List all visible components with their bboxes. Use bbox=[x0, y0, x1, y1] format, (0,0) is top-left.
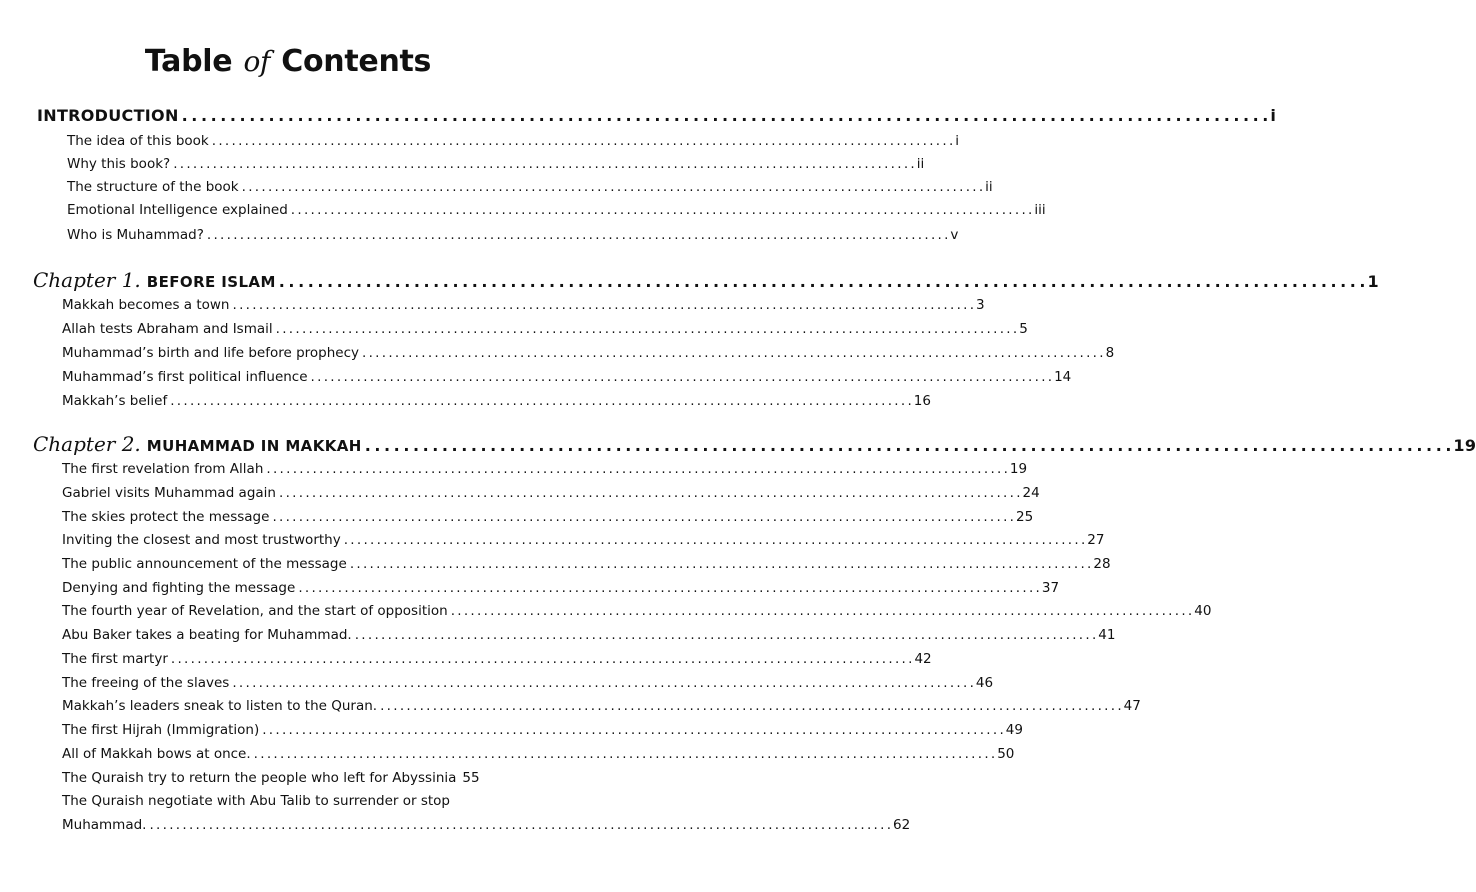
entry-label: Abu Baker takes a beating for Muhammad. bbox=[62, 627, 352, 643]
dot-leader bbox=[272, 509, 1013, 525]
toc-subentry[interactable] bbox=[67, 179, 993, 195]
toc-subentry[interactable] bbox=[62, 509, 1034, 525]
chapter-title: MUHAMMAD IN MAKKAH bbox=[146, 437, 362, 455]
toc-entry-introduction[interactable] bbox=[37, 106, 1277, 125]
toc-subentry[interactable] bbox=[62, 580, 1060, 596]
chapter-word: Chapter 1. bbox=[33, 268, 141, 292]
toc-subentry[interactable] bbox=[62, 603, 1212, 619]
dot-leader bbox=[182, 106, 1268, 125]
entry-label: Who is Muhammad? bbox=[67, 227, 204, 243]
dot-leader bbox=[254, 746, 995, 762]
entry-page: 42 bbox=[914, 651, 932, 667]
entry-label: Emotional Intelligence explained bbox=[67, 202, 288, 218]
toc-subentry[interactable] bbox=[67, 156, 925, 172]
toc-subentry[interactable] bbox=[62, 627, 1116, 643]
toc-subentry[interactable] bbox=[62, 532, 1105, 548]
toc-subentry[interactable] bbox=[62, 556, 1111, 572]
entry-label: The idea of this book bbox=[67, 133, 209, 149]
entry-label: The first revelation from Allah bbox=[62, 461, 264, 477]
entry-page: 46 bbox=[975, 675, 994, 691]
entry-label: The Quraish try to return the people who left for Abyssinia bbox=[62, 770, 457, 786]
entry-label: The structure of the book bbox=[67, 179, 239, 195]
dot-leader bbox=[233, 297, 974, 313]
entry-label: Denying and fighting the message bbox=[62, 580, 296, 596]
toc-subentry-line1[interactable]: The Quraish negotiate with Abu Talib to surrender or stop bbox=[62, 793, 450, 809]
dot-leader bbox=[232, 675, 973, 691]
toc-subentry[interactable] bbox=[62, 675, 994, 691]
entry-label bbox=[33, 268, 276, 292]
entry-label: The skies protect the message bbox=[62, 509, 270, 525]
entry-page: 40 bbox=[1194, 603, 1212, 619]
dot-leader bbox=[170, 393, 911, 409]
toc-subentry[interactable] bbox=[62, 651, 932, 667]
entry-page: iii bbox=[1034, 202, 1046, 218]
toc-entry-chapter-1[interactable] bbox=[33, 268, 1379, 292]
title-contents: Contents bbox=[281, 44, 432, 79]
entry-page: i bbox=[1270, 106, 1277, 125]
toc-subentry[interactable] bbox=[67, 227, 959, 243]
entry-label: Gabriel visits Muhammad again bbox=[62, 485, 276, 501]
toc-subentry[interactable] bbox=[62, 297, 985, 313]
entry-label: All of Makkah bows at once. bbox=[62, 746, 251, 762]
entry-page: 55 bbox=[462, 770, 480, 786]
dot-leader bbox=[350, 556, 1091, 572]
toc-subentry[interactable] bbox=[62, 345, 1115, 361]
entry-page: 37 bbox=[1041, 580, 1060, 596]
entry-page: 19 bbox=[1009, 461, 1028, 477]
toc-subentry[interactable] bbox=[62, 817, 911, 833]
toc-subentry[interactable] bbox=[62, 770, 480, 786]
page-title bbox=[0, 44, 576, 79]
entry-label: The public announcement of the message bbox=[62, 556, 347, 572]
entry-label: Muhammad’s first political influence bbox=[62, 369, 308, 385]
entry-label: The fourth year of Revelation, and the start of opposition bbox=[62, 603, 448, 619]
entry-page: i bbox=[955, 133, 960, 149]
dot-leader bbox=[266, 461, 1007, 477]
entry-label: Inviting the closest and most trustworthy bbox=[62, 532, 341, 548]
toc-subentry[interactable] bbox=[62, 393, 931, 409]
dot-leader bbox=[171, 651, 912, 667]
dot-leader bbox=[298, 580, 1039, 596]
title-table: Table bbox=[144, 44, 233, 79]
entry-label: Muhammad’s birth and life before prophecy bbox=[62, 345, 360, 361]
entry-page: 3 bbox=[976, 297, 985, 313]
entry-label: Muhammad. bbox=[62, 817, 147, 833]
entry-label: The freeing of the slaves bbox=[62, 675, 230, 691]
dot-leader bbox=[212, 133, 953, 149]
chapter-title: BEFORE ISLAM bbox=[146, 273, 276, 291]
entry-page: 62 bbox=[893, 817, 911, 833]
entry-page: 16 bbox=[913, 393, 931, 409]
entry-page: v bbox=[950, 227, 959, 243]
dot-leader bbox=[242, 179, 983, 195]
toc-subentry[interactable] bbox=[62, 369, 1072, 385]
dot-leader bbox=[355, 627, 1096, 643]
dot-leader bbox=[291, 202, 1032, 218]
entry-page: 8 bbox=[1105, 345, 1115, 361]
dot-leader bbox=[173, 156, 914, 172]
entry-page: ii bbox=[916, 156, 925, 172]
dot-leader bbox=[311, 369, 1052, 385]
entry-label: Makkah’s belief bbox=[62, 393, 168, 409]
toc-subentry[interactable] bbox=[62, 722, 1023, 738]
chapter-word: Chapter 2. bbox=[33, 432, 141, 456]
dot-leader bbox=[380, 698, 1121, 714]
dot-leader bbox=[365, 436, 1451, 455]
toc-subentry[interactable] bbox=[67, 202, 1046, 218]
toc-subentry[interactable] bbox=[62, 485, 1040, 501]
toc-subentry[interactable] bbox=[62, 698, 1141, 714]
entry-page: 24 bbox=[1022, 485, 1040, 501]
entry-page: 50 bbox=[997, 746, 1015, 762]
entry-page: 5 bbox=[1019, 321, 1028, 337]
entry-page: ii bbox=[985, 179, 993, 195]
dot-leader bbox=[451, 603, 1192, 619]
entry-label bbox=[33, 432, 362, 456]
toc-entry-chapter-2[interactable] bbox=[33, 432, 1476, 456]
entry-label: Allah tests Abraham and Ismail bbox=[62, 321, 273, 337]
entry-label: The first Hijrah (Immigration) bbox=[62, 722, 260, 738]
entry-page: 41 bbox=[1098, 627, 1116, 643]
entry-label: The first martyr bbox=[62, 651, 168, 667]
entry-page: 19 bbox=[1453, 436, 1476, 455]
dot-leader bbox=[344, 532, 1085, 548]
dot-leader bbox=[149, 817, 890, 833]
entry-page: 49 bbox=[1005, 722, 1023, 738]
dot-leader bbox=[279, 485, 1020, 501]
toc-subentry[interactable] bbox=[67, 133, 960, 149]
dot-leader bbox=[276, 321, 1017, 337]
entry-label: Why this book? bbox=[67, 156, 171, 172]
dot-leader bbox=[279, 272, 1365, 291]
toc-subentry[interactable] bbox=[62, 461, 1028, 477]
dot-leader bbox=[362, 345, 1103, 361]
entry-page: 27 bbox=[1087, 532, 1105, 548]
entry-page: 1 bbox=[1367, 272, 1379, 291]
entry-page: 47 bbox=[1123, 698, 1141, 714]
entry-label: INTRODUCTION bbox=[37, 106, 179, 125]
entry-page: 28 bbox=[1093, 556, 1111, 572]
entry-label: Makkah becomes a town bbox=[62, 297, 230, 313]
dot-leader bbox=[207, 227, 948, 243]
title-of: of bbox=[243, 45, 271, 78]
entry-page: 14 bbox=[1054, 369, 1072, 385]
dot-leader bbox=[262, 722, 1003, 738]
entry-page: 25 bbox=[1015, 509, 1034, 525]
toc-subentry[interactable] bbox=[62, 321, 1028, 337]
entry-label: Makkah’s leaders sneak to listen to the Quran. bbox=[62, 698, 378, 714]
toc-subentry[interactable] bbox=[62, 746, 1015, 762]
